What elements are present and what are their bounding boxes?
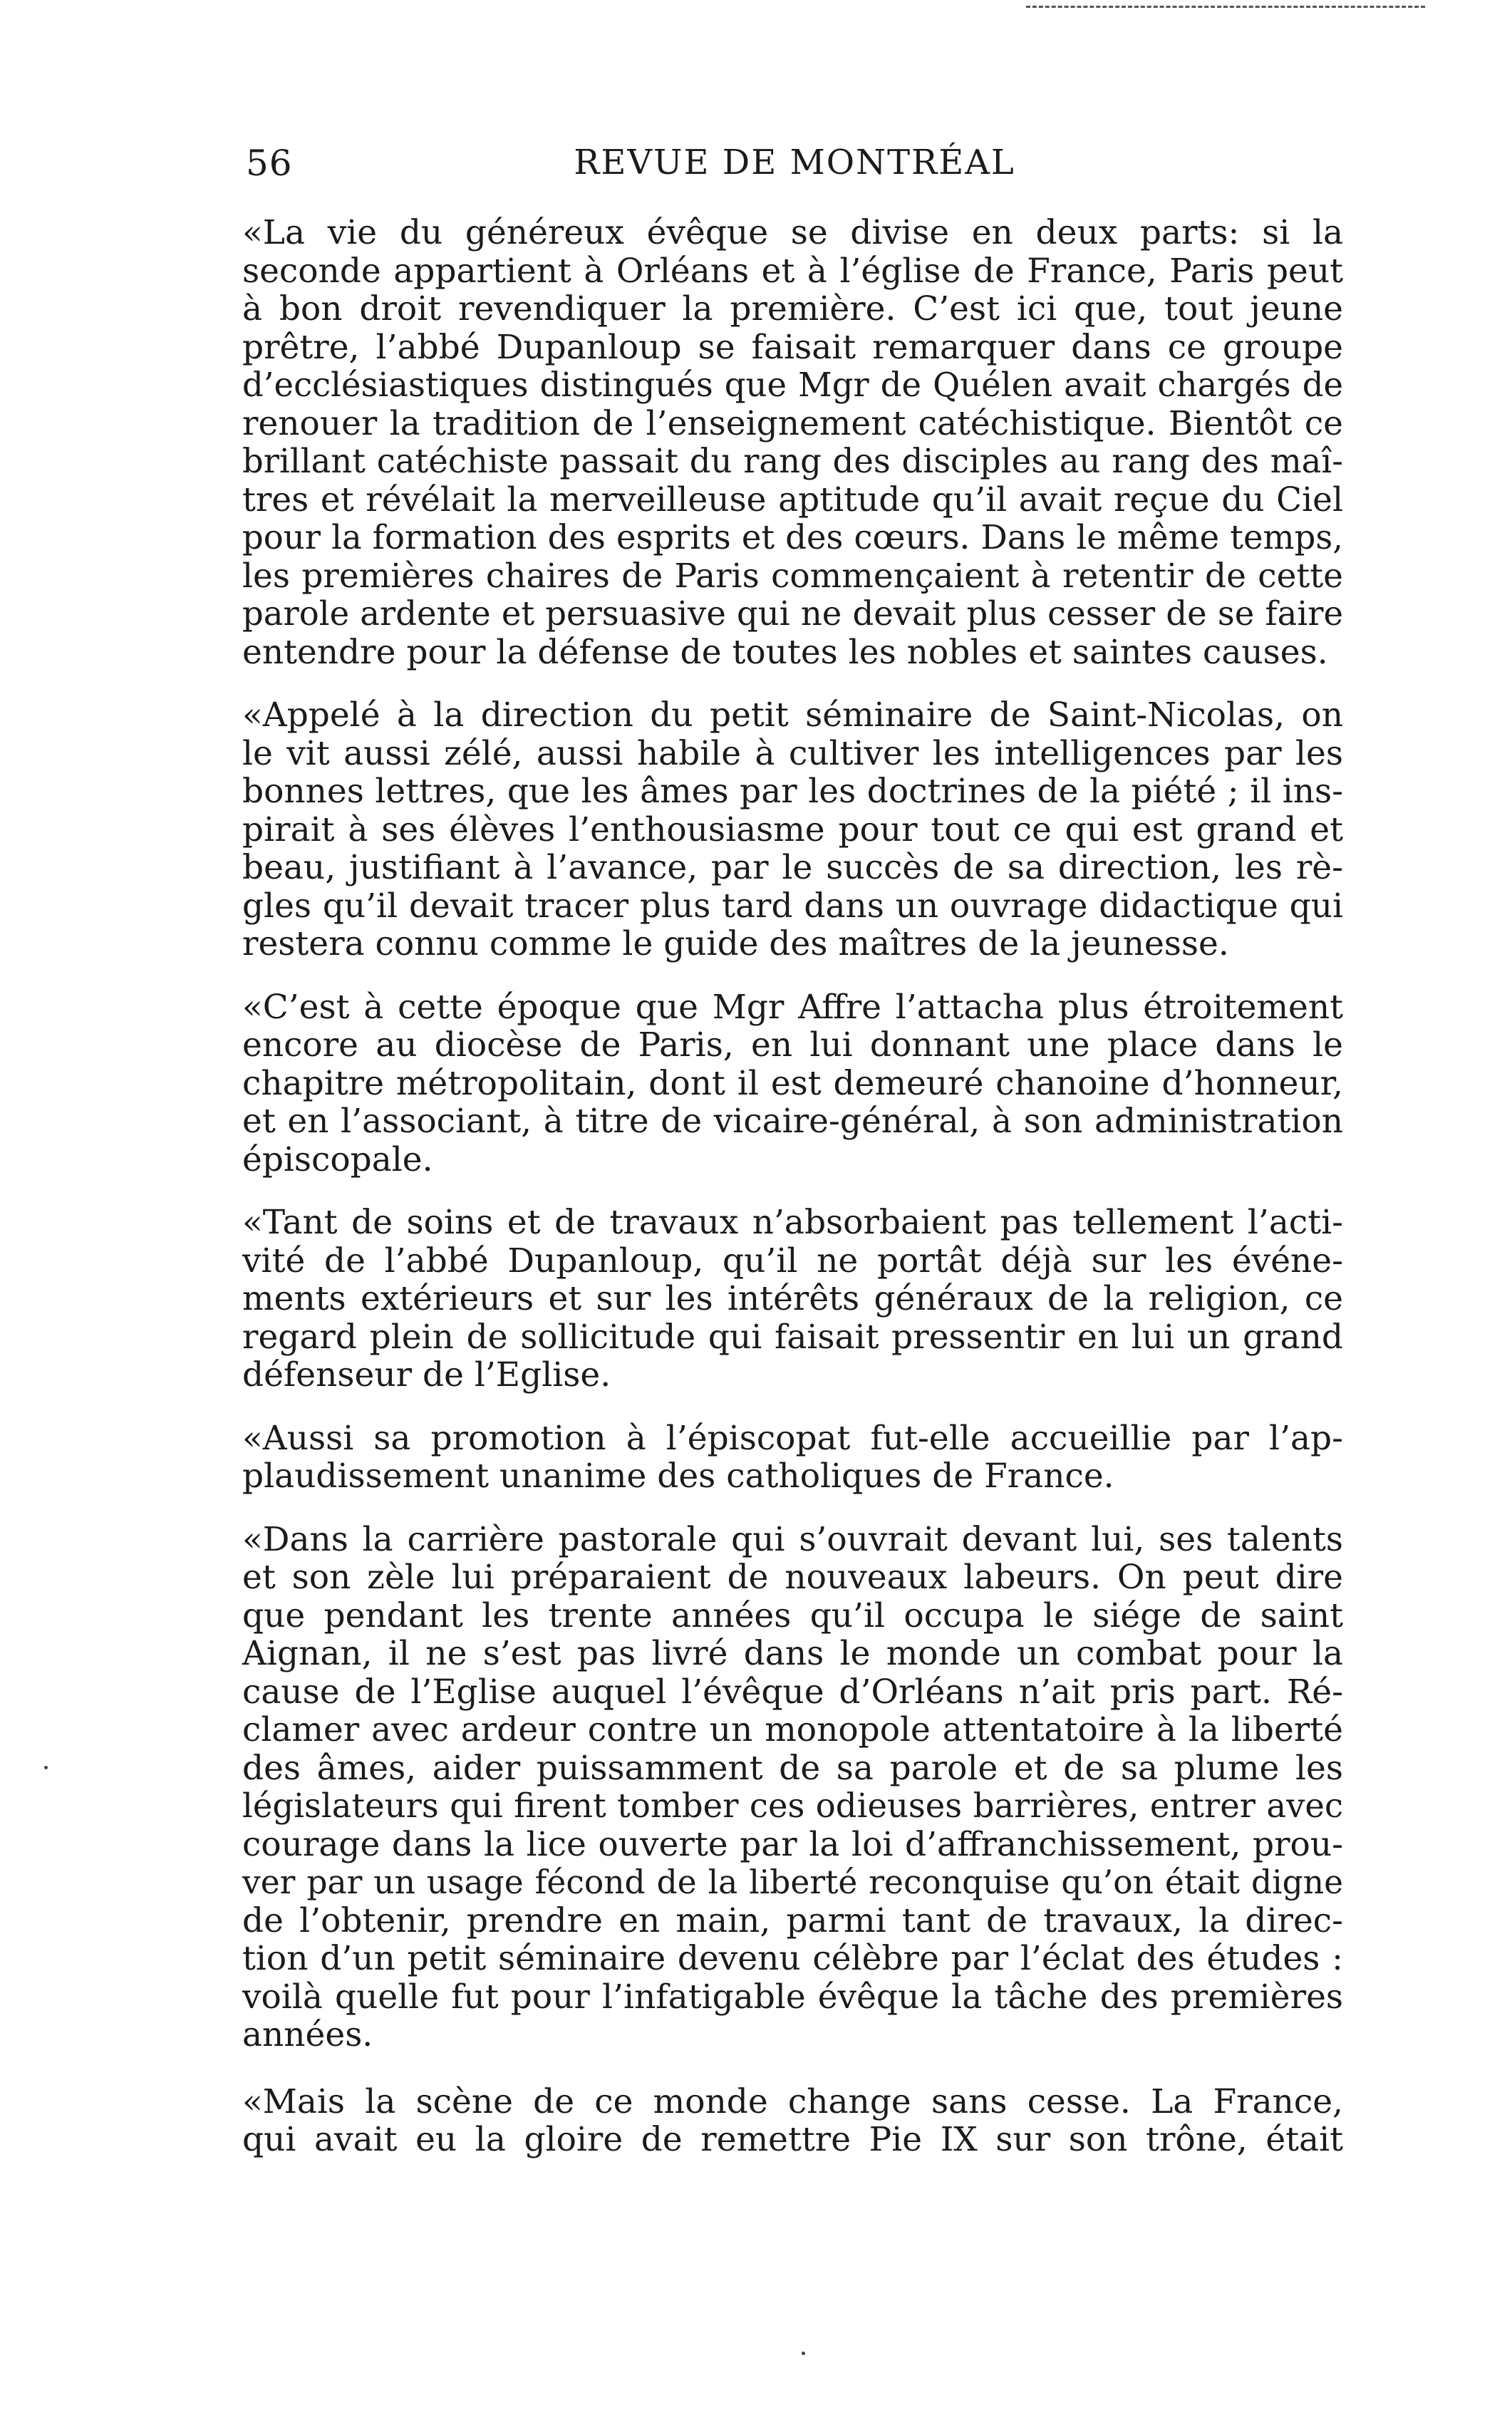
text-line: «Dans la carrière pastorale qui s’ouvrait devant lui, ses talents (242, 1519, 1343, 1559)
text-line: plaudissement unanime des catholiques de France. (242, 1457, 1114, 1496)
text-line: voilà quelle fut pour l’infatigable évêque la tâche des premières (242, 1977, 1343, 2017)
text-line: gles qu’il devait tracer plus tard dans un ouvrage didactique qui (242, 886, 1343, 926)
paragraph (242, 2083, 1343, 2159)
text-line: prêtre, l’abbé Dupanloup se faisait remarquer dans ce groupe (242, 327, 1343, 367)
paragraph (242, 696, 1343, 963)
text-line: «C’est à cette époque que Mgr Affre l’attacha plus étroitement (242, 987, 1343, 1027)
text-line: «Mais la scène de ce monde change sans cesse. La France, (242, 2081, 1343, 2121)
text-line: à bon droit revendiquer la première. C’est ici que, tout jeune (242, 289, 1343, 329)
text-line: qui avait eu la gloire de remettre Pie IX sur son trône, était (242, 2120, 1343, 2159)
paragraph (242, 1521, 1343, 2054)
paragraph (242, 988, 1343, 1179)
text-line: bonnes lettres, que les âmes par les doctrines de la piété ; il ins- (242, 772, 1343, 811)
text-line: les premières chaires de Paris commençaient à retentir de cette (242, 556, 1343, 596)
running-title: REVUE DE MONTRÉAL (574, 143, 1015, 182)
text-line: brillant catéchiste passait du rang des disciples au rang des maî- (242, 442, 1343, 480)
print-speck (802, 2352, 805, 2355)
paragraph (242, 214, 1343, 671)
text-line: de l’obtenir, prendre en main, parmi tant de travaux, la direc- (242, 1900, 1343, 1940)
text-line: épiscopale. (242, 1139, 433, 1179)
text-line: courage dans la lice ouverte par la loi d’affranchissement, prou- (242, 1824, 1343, 1864)
text-line: «La vie du généreux évêque se divise en deux parts: si la (242, 213, 1343, 252)
text-line: cause de l’Eglise auquel l’évêque d’Orléans n’ait pris part. Ré- (242, 1672, 1343, 1712)
body-text (242, 214, 1343, 2184)
text-line: d’ecclésiastiques distingués que Mgr de Quélen avait chargés de (242, 366, 1343, 404)
text-line: années. (242, 2015, 373, 2054)
text-line: «Appelé à la direction du petit séminaire de Saint-Nicolas, on (242, 695, 1343, 735)
text-line: législateurs qui firent tomber ces odieuses barrières, entrer avec (242, 1786, 1343, 1825)
text-line: beau, justifiant à l’avance, par le succès de sa direction, les rè- (242, 848, 1343, 887)
text-line: entendre pour la défense de toutes les nobles et saintes causes. (242, 632, 1328, 672)
text-line: encore au diocèse de Paris, en lui donnant une place dans le (242, 1025, 1343, 1065)
top-rule (1026, 6, 1425, 8)
text-line: regard plein de sollicitude qui faisait pressentir en lui un grand (242, 1317, 1343, 1357)
text-line: et son zèle lui préparaient de nouveaux labeurs. On peut dire (242, 1558, 1343, 1597)
text-line: pour la formation des esprits et des cœurs. Dans le même temps, (242, 518, 1343, 557)
text-line: le vit aussi zélé, aussi habile à cultiver les intelligences par les (242, 733, 1343, 773)
paragraph (242, 1419, 1343, 1496)
text-line: chapitre métropolitain, dont il est demeuré chanoine d’honneur, (242, 1063, 1343, 1103)
text-line: des âmes, aider puissamment de sa parole et de sa plume les (242, 1748, 1343, 1788)
text-line: tion d’un petit séminaire devenu célèbre par l’éclat des études : (242, 1939, 1343, 1978)
text-line: tres et révélait la merveilleuse aptitude qu’il avait reçue du Ciel (242, 480, 1343, 519)
text-line: ments extérieurs et sur les intérêts généraux de la religion, ce (242, 1279, 1343, 1318)
paragraph (242, 1204, 1343, 1395)
text-line: et en l’associant, à titre de vicaire-général, à son administration (242, 1102, 1343, 1141)
text-line: défenseur de l’Eglise. (242, 1355, 611, 1395)
text-line: «Tant de soins et de travaux n’absorbaient pas tellement l’acti- (242, 1203, 1343, 1242)
text-line: que pendant les trente années qu’il occupa le siége de saint (242, 1596, 1343, 1635)
text-line: renouer la tradition de l’enseignement catéchistique. Bientôt ce (242, 403, 1343, 443)
text-line: pirait à ses élèves l’enthousiasme pour tout ce qui est grand et (242, 810, 1343, 849)
text-line: «Aussi sa promotion à l’épiscopat fut-elle accueillie par l’ap- (242, 1418, 1343, 1458)
text-line: parole ardente et persuasive qui ne devait plus cesser de se faire (242, 594, 1343, 633)
print-speck (44, 1766, 48, 1769)
text-line: vité de l’abbé Dupanloup, qu’il ne portât déjà sur les événe- (242, 1241, 1343, 1281)
running-header (246, 143, 1343, 192)
page-number: 56 (246, 143, 293, 184)
text-line: seconde appartient à Orléans et à l’église de France, Paris peut (242, 251, 1343, 291)
text-line: Aignan, il ne s’est pas livré dans le monde un combat pour la (242, 1634, 1343, 1673)
text-line: restera connu comme le guide des maîtres de la jeunesse. (242, 924, 1229, 963)
text-line: clamer avec ardeur contre un monopole attentatoire à la liberté (242, 1710, 1343, 1749)
text-line: ver par un usage fécond de la liberté reconquise qu’on était digne (242, 1863, 1343, 1901)
